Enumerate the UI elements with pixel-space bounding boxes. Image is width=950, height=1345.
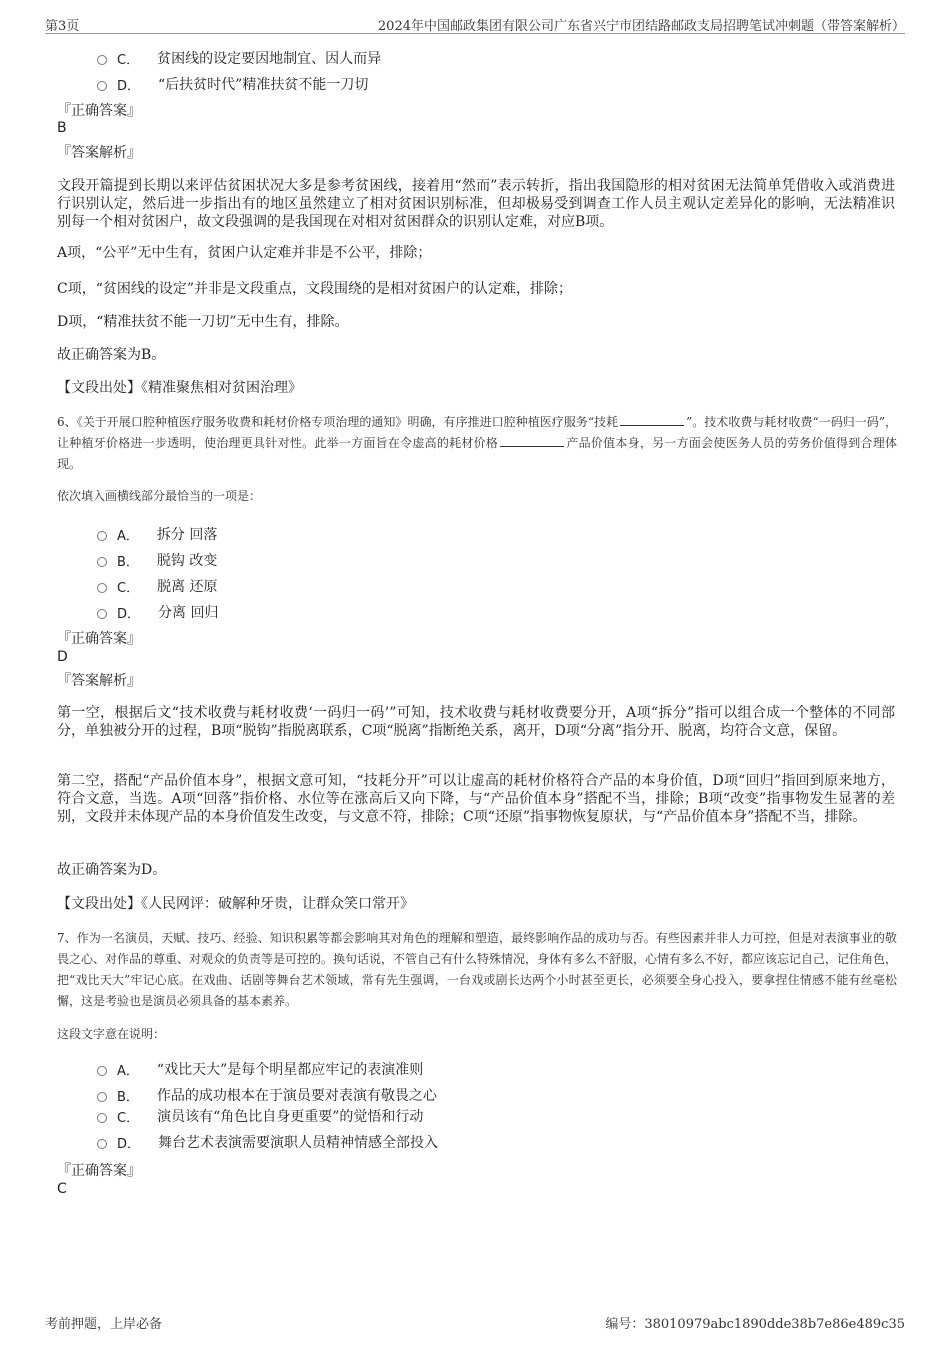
q6-analysis-label: 『答案解析』 [57,673,141,689]
q6-option-b[interactable] [97,550,217,570]
radio-icon[interactable] [97,609,107,619]
option-letter: D． [117,78,141,94]
q7-option-d[interactable] [97,1132,438,1152]
q6-analysis-first-blank: 第一空，根据后文“技术收费与耗材收费‘一码归一码’”可知，技术收费与耗材收费要分开，A项“拆分”指可以组合成一个整体的不同部分，单独被分开的过程，B项“脱钩”指脱离联系，C项“脱离”指断绝关系，离开，D项“分离”指分开、脱离，均符合文意，保留。 [57,705,895,739]
radio-icon[interactable] [97,1139,107,1149]
q6-stem-part3: 产品价值本身，另一方面会使医务人员的劳务价值得到合理体现。 [57,436,897,471]
radio-icon[interactable] [97,1113,107,1123]
radio-icon[interactable] [97,557,107,567]
blank-line [500,435,564,447]
q6-answer-label: 『正确答案』 [57,631,141,647]
option-text: 演员该有“角色比自身更重要”的觉悟和行动 [157,1109,424,1125]
radio-icon[interactable] [97,1066,107,1076]
q5-analysis-d: D项，“精准扶贫不能一刀切”无中生有，排除。 [57,314,349,330]
document-title: 2024年中国邮政集团有限公司广东省兴宁市团结路邮政支局招聘笔试冲刺题（带答案解析） [377,19,905,34]
q5-source: 【文段出处】《精准聚焦相对贫困治理》 [57,380,302,396]
q6-answer: D [57,649,68,665]
q6-conclusion: 故正确答案为D。 [57,862,167,878]
q6-source: 【文段出处】《人民网评：破解种牙贵，让群众笑口常开》 [57,896,414,912]
option-text: 贫困线的设定要因地制宜、因人而异 [157,51,382,67]
q5-conclusion: 故正确答案为B。 [57,347,166,363]
q6-stem-part1: 6、《关于开展口腔种植医疗服务收费和耗材价格专项治理的通知》明确，有序推进口腔种植医疗服务“技耗 [57,415,619,429]
q5-analysis-label: 『答案解析』 [57,145,141,161]
header-divider [45,33,905,34]
radio-icon[interactable] [97,81,107,91]
option-letter: C． [117,1110,140,1126]
option-text: 脱离 还原 [157,579,218,595]
option-text: 作品的成功根本在于演员要对表演有敬畏之心 [156,1088,437,1104]
page-number: 第3页 [45,19,80,34]
footer-doc-id: 编号：38010979abc1890dde38b7e86e489c35 [605,1317,905,1332]
q5-answer: B [57,120,67,136]
option-letter: C． [117,52,140,68]
option-letter: D． [117,606,141,622]
option-text: 舞台艺术表演需要演职人员精神情感全部投入 [158,1135,439,1151]
option-letter: A． [117,528,139,544]
option-letter: B． [117,554,139,570]
q5-option-d[interactable] [97,74,368,94]
q5-answer-label: 『正确答案』 [57,103,141,119]
radio-icon[interactable] [97,531,107,541]
q6-option-a[interactable] [97,524,217,544]
q7-option-c[interactable] [97,1106,423,1126]
option-text: “戏比天大”是每个明星都应牢记的表演准则 [156,1062,424,1078]
q6-prompt: 依次填入画横线部分最恰当的一项是： [57,489,262,503]
q7-stem: 7、作为一名演员，天赋、技巧、经验、知识积累等都会影响其对角色的理解和塑造，最终影响作品的成功与否。有些因素并非人力可控，但是对表演事业的敬畏之心、对作品的尊重、对观众的负责等是可控的。换句话说，不管自己有什么特殊情况，身体有多么不舒服，心情有多么不好，都应该忘记自己，记住角色，把“戏比天大”牢记心底。在戏曲、话剧等舞台艺术领域，常有先生强调，一台戏或剧长达两个小时甚至更长，必须要全身心投入，要拿捏住情感不能有丝毫松懈，这是考验也是演员必须具备的基本素养。 [57,931,898,1008]
q6-option-d[interactable] [97,602,218,622]
q5-option-c[interactable] [97,48,381,68]
q7-answer: C [57,1181,67,1197]
q6-stem-part2: ”。技术收费与耗材收费“一码归一码”，让种植牙价格进一步透明，使治理更具针对性。此举一方面旨在令虚高的耗材价格 [57,415,897,450]
option-letter: B． [117,1089,139,1105]
q6-analysis-second-blank: 第二空，搭配“产品价值本身”，根据文意可知，“技耗分开”可以让虚高的耗材价格符合产品的本身价值，D项“回归”指回到原来地方，符合文意，当选。A项“回落”指价格、水位等在涨高后又向下降，与“产品价值本身”搭配不当，排除；B项“改变”指事物发生显著的差别，文段并未体现产品的本身价值发生改变，与文意不符，排除；C项“还原”指事物恢复原状，与“产品价值本身”搭配不当，排除。 [57,773,895,825]
radio-icon[interactable] [97,1092,107,1102]
option-letter: D． [117,1136,141,1152]
option-letter: C． [117,580,140,596]
q5-analysis-c: C项，“贫困线的设定”并非是文段重点，文段围绕的是相对贫困户的认定难，排除； [57,281,573,297]
option-text: 拆分 回落 [156,527,218,543]
q7-answer-label: 『正确答案』 [57,1163,141,1179]
q6-stem [57,412,897,475]
radio-icon[interactable] [97,55,107,65]
q6-option-c[interactable] [97,576,218,596]
option-text: 脱钩 改变 [156,553,218,569]
option-letter: A． [117,1063,139,1079]
option-text: 分离 回归 [158,605,219,621]
q7-prompt: 这段文字意在说明： [57,1027,166,1041]
q7-option-b[interactable] [97,1085,437,1105]
radio-icon[interactable] [97,583,107,593]
q5-analysis-a: A项，“公平”无中生有，贫困户认定难并非是不公平，排除； [57,245,432,261]
q7-option-a[interactable] [97,1059,423,1079]
q5-analysis-main: 文段开篇提到长期以来评估贫困状况大多是参考贫困线，接着用“然而”表示转折，指出我国隐形的相对贫困无法简单凭借收入或消费进行识别认定，然后进一步指出有的地区虽然建立了相对贫困识别标准，但却极易受到调查工作人员主观认定差异化的影响，无法精准识别每一个相对贫困户，故文段强调的是我国现在对相对贫困群众的识别认定难，对应B项。 [57,178,895,230]
footer-slogan: 考前押题，上岸必备 [45,1317,163,1332]
blank-line [620,414,684,426]
option-text: “后扶贫时代”精准扶贫不能一刀切 [158,77,369,93]
